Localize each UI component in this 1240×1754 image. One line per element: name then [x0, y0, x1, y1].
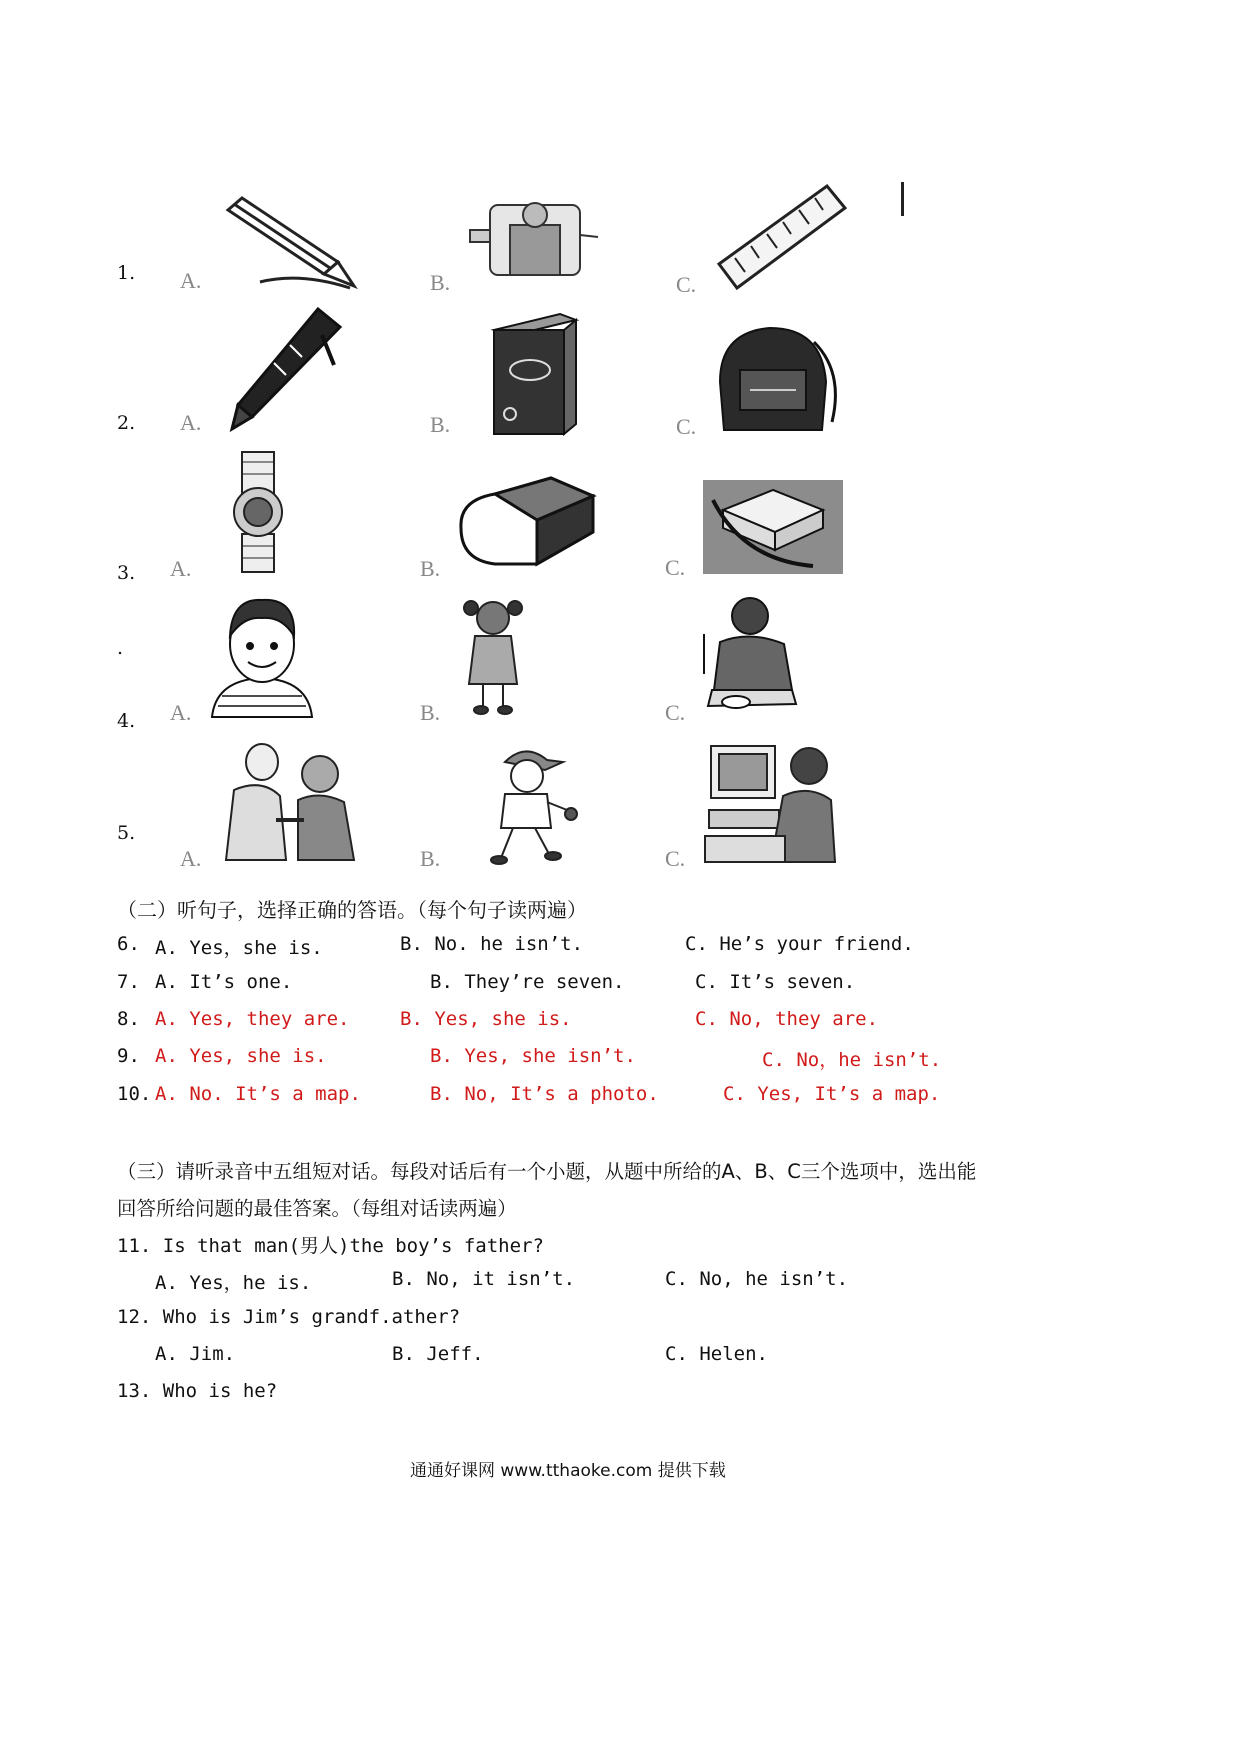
boy-portrait-drawing [212, 592, 312, 717]
eraser-drawing [455, 472, 600, 572]
question-number: 1. [117, 262, 136, 284]
question-number: 6. [117, 933, 140, 955]
option-label: C. [676, 414, 697, 439]
dictionary-book-drawing [490, 310, 580, 436]
option-b: B. Jeff. [392, 1343, 484, 1365]
option-label: C. [665, 700, 686, 725]
option-label: A. [170, 700, 192, 725]
option-a: A. No. It’s a map. [155, 1083, 361, 1105]
option-c: C. It’s seven. [695, 971, 856, 993]
woman-at-computer-drawing [705, 740, 840, 865]
question-number: 10. [117, 1083, 152, 1105]
question-number: 3. [117, 562, 136, 584]
option-b: B. Yes, she isn’t. [430, 1045, 636, 1067]
option-c: C. Yes, It’s a map. [723, 1083, 941, 1105]
people-shaking-hands-drawing [220, 740, 360, 865]
option-b: B. No, it isn’t. [392, 1268, 576, 1290]
question-stem: 12. Who is Jim’s grandf.ather? [117, 1306, 461, 1328]
option-label: C. [676, 272, 697, 297]
ruler-drawing [715, 182, 850, 294]
question-stem: 13. Who is he? [117, 1380, 278, 1402]
option-label: A. [180, 410, 202, 435]
option-label: A. [180, 268, 202, 293]
option-label: B. [420, 700, 441, 725]
option-label: B. [420, 556, 441, 581]
option-c: C. No, he isn’t. [665, 1268, 849, 1290]
question-number: 7. [117, 971, 140, 993]
option-label: C. [665, 555, 686, 580]
option-c: C. No, they are. [695, 1008, 879, 1030]
pen-drawing [230, 305, 350, 433]
section-heading: （二）听句子，选择正确的答语。（每个句子读两遍） [117, 898, 587, 922]
stray-dot: . [117, 637, 124, 659]
question-number: 4. [117, 710, 136, 732]
option-label: B. [430, 270, 451, 295]
question-number: 9. [117, 1045, 140, 1067]
option-b: B. They’re seven. [430, 971, 625, 993]
pencil-drawing [220, 192, 360, 292]
person-sitting-drawing [702, 594, 802, 716]
backpack-drawing [710, 322, 845, 434]
option-b: B. No. he isn’t. [400, 933, 584, 955]
question-stem: 11. Is that man(男人)the boy’s father? [117, 1235, 544, 1257]
option-c: C. Helen. [665, 1343, 768, 1365]
option-a: A. Yes, she is. [155, 1045, 327, 1067]
option-a: A. It’s one. [155, 971, 293, 993]
option-label: B. [430, 412, 451, 437]
option-label: C. [665, 846, 686, 871]
question-number: 8. [117, 1008, 140, 1030]
option-label: A. [170, 556, 192, 581]
notebook-drawing [703, 480, 843, 574]
question-number: 5. [117, 822, 136, 844]
option-label: B. [420, 846, 441, 871]
girl-standing-drawing [455, 596, 530, 716]
option-b: B. No, It’s a photo. [430, 1083, 659, 1105]
wristwatch-drawing [228, 450, 290, 575]
option-a: A. Yes，he is. [155, 1272, 312, 1294]
question-number: 2. [117, 412, 136, 434]
option-b: B. Yes, she is. [400, 1008, 572, 1030]
option-a: A. Yes, they are. [155, 1008, 350, 1030]
option-c: C. He’s your friend. [685, 933, 914, 955]
option-label: A. [180, 846, 202, 871]
option-a: A. Jim. [155, 1343, 236, 1365]
page-footer: 通通好课网 www.tthaoke.com 提供下载 [410, 1461, 726, 1481]
pencil-sharpener-drawing [470, 185, 600, 290]
section-heading-continued: 回答所给问题的最佳答案。（每组对话读两遍） [117, 1197, 517, 1220]
option-c: C. No，he isn’t. [762, 1049, 942, 1071]
option-a: A. Yes，she is. [155, 937, 323, 959]
stray-mark [901, 182, 904, 216]
section-heading: （三）请听录音中五组短对话。每段对话后有一个小题，从题中所给的A、B、C三个选项中，选出能 [117, 1160, 977, 1183]
boy-playing-drawing [475, 742, 580, 867]
